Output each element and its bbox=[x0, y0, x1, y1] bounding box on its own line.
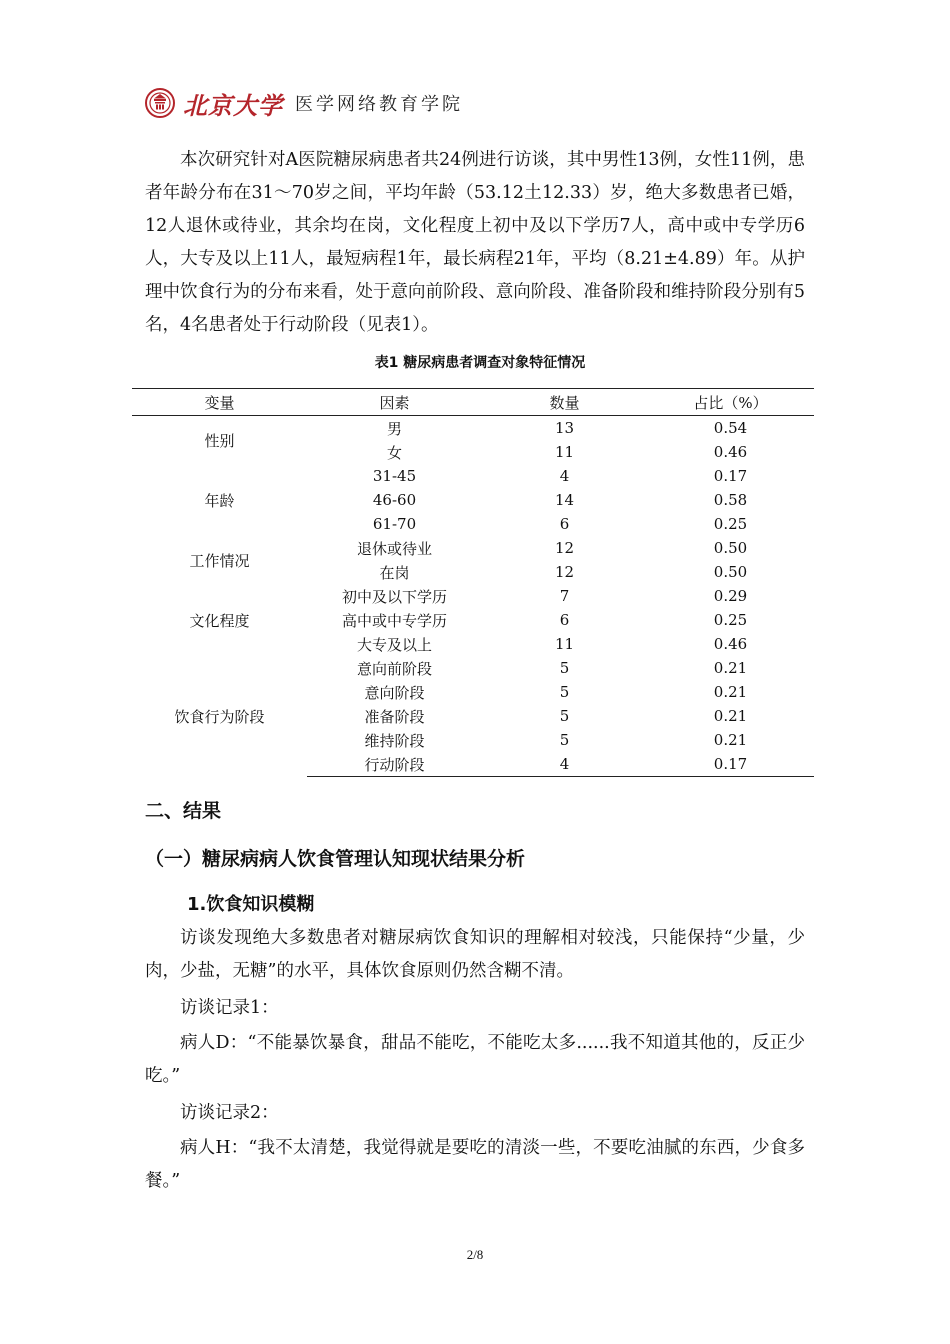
variable-cell: 年龄 bbox=[204, 491, 235, 510]
ratio-cell: 0.21 bbox=[713, 683, 748, 701]
table-row bbox=[132, 656, 814, 680]
page-number: 2/8 bbox=[466, 1247, 484, 1262]
header-factor: 因素 bbox=[307, 389, 482, 416]
factor-cell: 退休或待业 bbox=[356, 539, 432, 558]
ratio-cell: 0.50 bbox=[713, 539, 748, 557]
count-cell: 13 bbox=[554, 419, 575, 437]
college-name: 医学网络教育学院 bbox=[295, 94, 463, 115]
variable-cell: 性别 bbox=[204, 431, 235, 450]
table-row bbox=[132, 536, 814, 560]
ratio-cell: 0.17 bbox=[713, 467, 748, 485]
factor-cell: 初中及以下学历 bbox=[341, 587, 447, 606]
factor-cell: 行动阶段 bbox=[307, 752, 482, 777]
header-count: 数量 bbox=[482, 389, 647, 416]
table-row bbox=[132, 584, 814, 608]
count-cell: 6 bbox=[559, 515, 570, 533]
variable-cell: 工作情况 bbox=[189, 551, 250, 570]
page-header bbox=[145, 86, 463, 120]
count-cell: 5 bbox=[559, 659, 570, 677]
header-ratio: 占比（%） bbox=[647, 389, 814, 416]
interview-record-text-2: 病人H：“我不太清楚，我觉得就是要吃的清淡一些，不要吃油腻的东西，少食多餐。” bbox=[145, 1138, 805, 1191]
count-cell: 6 bbox=[559, 611, 570, 629]
count-cell: 5 bbox=[559, 683, 570, 701]
ratio-cell: 0.54 bbox=[713, 419, 748, 437]
intro-paragraph: 本次研究针对A医院糖尿病患者共24例进行访谈，其中男性13例，女性11例，患者年龄分布在31～70岁之间，平均年龄（53.12土12.33）岁，绝大多数患者已婚，12人退休或待业，其余均在岗，文化程度上初中及以下学历7人，高中或中专学历6人，大专及以上11人，最短病程1年，最长病程21年，平均（8.21±4.89）年。从护理中饮食行为的分布来看，处于意向前阶段、意向阶段、准备阶段和维持阶段分别有5名，4名患者处于行动阶段（见表1）。 bbox=[145, 150, 805, 335]
ratio-cell: 0.25 bbox=[713, 515, 748, 533]
ratio-cell: 0.21 bbox=[713, 731, 748, 749]
table-row bbox=[132, 416, 814, 441]
university-seal-icon bbox=[145, 88, 175, 118]
table-caption: 表1 糖尿病患者调查对象特征情况 bbox=[374, 355, 586, 371]
ratio-cell: 0.50 bbox=[713, 563, 748, 581]
factor-cell: 男 bbox=[386, 419, 402, 438]
ratio-cell: 0.25 bbox=[713, 611, 748, 629]
ratio-cell: 0.46 bbox=[713, 635, 748, 653]
count-cell: 4 bbox=[482, 752, 647, 777]
university-name: 北京大学 bbox=[183, 90, 283, 120]
count-cell: 12 bbox=[554, 563, 575, 581]
factor-cell: 意向阶段 bbox=[364, 683, 425, 702]
variable-cell: 饮食行为阶段 bbox=[174, 707, 265, 726]
factor-cell: 大专及以上 bbox=[356, 635, 432, 654]
subsection-heading: （一）糖尿病病人饮食管理认知现状结果分析 bbox=[145, 848, 526, 870]
ratio-cell: 0.46 bbox=[713, 443, 748, 461]
patient-characteristics-table bbox=[132, 388, 814, 777]
count-cell: 7 bbox=[559, 587, 570, 605]
ratio-cell: 0.29 bbox=[713, 587, 748, 605]
count-cell: 4 bbox=[559, 467, 570, 485]
factor-cell: 准备阶段 bbox=[364, 707, 425, 726]
variable-cell: 文化程度 bbox=[189, 611, 250, 630]
header-variable: 变量 bbox=[132, 389, 307, 416]
subsubsection-heading: 1.饮食知识模糊 bbox=[187, 894, 315, 915]
count-cell: 12 bbox=[554, 539, 575, 557]
interview-record-label-2: 访谈记录2： bbox=[180, 1103, 279, 1123]
count-cell: 14 bbox=[554, 491, 575, 509]
factor-cell: 46-60 bbox=[372, 491, 417, 509]
factor-cell: 高中或中专学历 bbox=[341, 611, 447, 630]
table-row bbox=[132, 464, 814, 488]
factor-cell: 31-45 bbox=[372, 467, 417, 485]
table-header-row bbox=[132, 389, 814, 416]
ratio-cell: 0.21 bbox=[713, 659, 748, 677]
section-heading: 二、结果 bbox=[145, 800, 222, 822]
ratio-cell: 0.58 bbox=[713, 491, 748, 509]
factor-cell: 在岗 bbox=[379, 563, 410, 582]
body-paragraph: 访谈发现绝大多数患者对糖尿病饮食知识的理解相对较浅，只能保持“少量，少肉，少盐，无糖”的水平，具体饮食原则仍然含糊不清。 bbox=[145, 928, 805, 981]
factor-cell: 女 bbox=[386, 443, 402, 462]
count-cell: 11 bbox=[554, 443, 575, 461]
interview-record-text-1: 病人D：“不能暴饮暴食，甜品不能吃，不能吃太多......我不知道其他的，反正少吃。” bbox=[145, 1033, 805, 1086]
factor-cell: 61-70 bbox=[372, 515, 417, 533]
factor-cell: 维持阶段 bbox=[364, 731, 425, 750]
ratio-cell: 0.21 bbox=[713, 707, 748, 725]
factor-cell: 意向前阶段 bbox=[356, 659, 432, 678]
count-cell: 5 bbox=[559, 707, 570, 725]
count-cell: 5 bbox=[559, 731, 570, 749]
interview-record-label-1: 访谈记录1： bbox=[180, 998, 279, 1018]
ratio-cell: 0.17 bbox=[647, 752, 814, 777]
count-cell: 11 bbox=[554, 635, 575, 653]
